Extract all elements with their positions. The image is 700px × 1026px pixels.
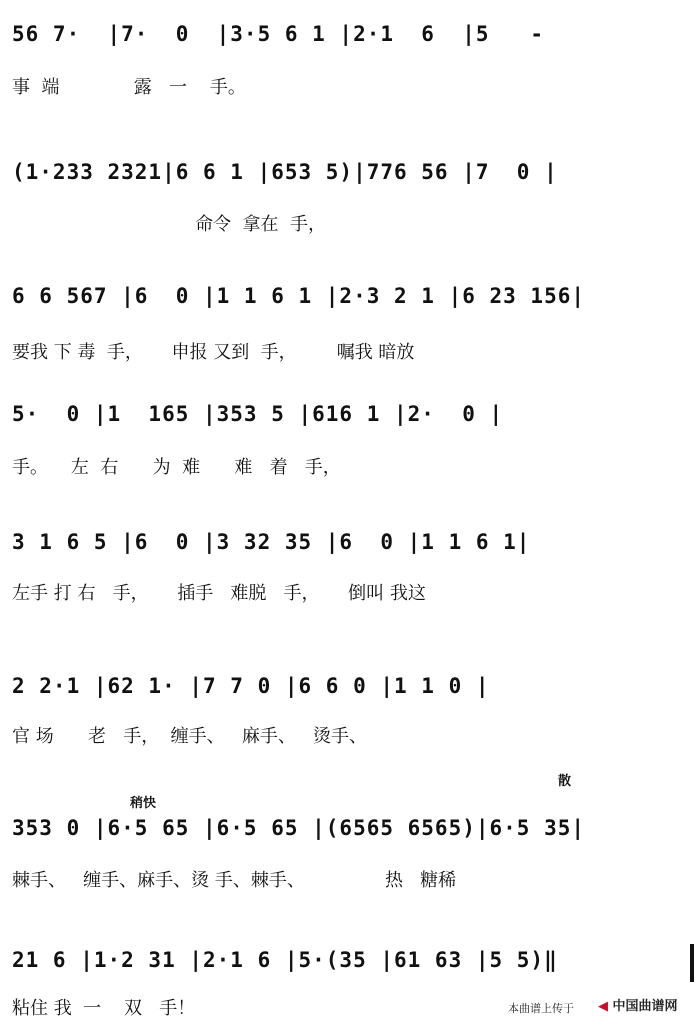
lyric-line-1: 事 端 露 一 手。 bbox=[12, 77, 246, 98]
logo-mark: ◀ bbox=[598, 999, 608, 1014]
lyric-line-2: 命令 拿在 手， bbox=[12, 214, 326, 235]
lyric-line-6: 官 场 老 手， 缠手、 麻手、 烫手、 bbox=[12, 726, 367, 747]
music-line-1: 56 7· |7· 0 |3·5 6 1 |2·1 6 |5 - bbox=[12, 22, 545, 46]
music-line-3: 6 6 567 |6 0 |1 1 6 1 |2·3 2 1 |6 23 156| bbox=[12, 284, 586, 308]
site-logo bbox=[598, 995, 678, 1014]
music-line-4: 5· 0 |1 165 |353 5 |616 1 |2· 0 | bbox=[12, 402, 504, 426]
tempo-mark-free: 散 bbox=[558, 774, 572, 789]
music-line-7: 353 0 |6·5 65 |6·5 65 |(6565 6565)|6·5 35| bbox=[12, 816, 586, 840]
lyric-line-7: 棘手、 缠手、麻手、烫 手、棘手、 热 糖稀 bbox=[12, 870, 457, 891]
lyric-line-5: 左手 打 右 手， 插手 难脱 手， 倒叫 我这 bbox=[12, 583, 426, 604]
music-line-8: 21 6 |1·2 31 |2·1 6 |5·(35 |61 63 |5 5)‖ bbox=[12, 948, 558, 972]
lyric-line-4: 手。 左 右 为 难 难 着 手， bbox=[12, 457, 341, 478]
lyric-line-3: 要我 下 毒 手， 申报 又到 手， 嘱我 暗放 bbox=[12, 342, 415, 363]
site-name: 中国曲谱网 bbox=[612, 999, 678, 1014]
music-line-5: 3 1 6 5 |6 0 |3 32 35 |6 0 |1 1 6 1| bbox=[12, 530, 531, 554]
lyric-line-8: 粘住 我 一 双 手！ bbox=[12, 998, 196, 1019]
upload-note: 本曲谱上传于 bbox=[508, 1002, 574, 1015]
tempo-mark-faster: 稍快 bbox=[130, 796, 157, 811]
final-barline bbox=[690, 944, 694, 982]
music-line-2: (1·233 2321|6 6 1 |653 5)|776 56 |7 0 | bbox=[12, 160, 558, 184]
music-line-6: 2 2·1 |62 1· |7 7 0 |6 6 0 |1 1 0 | bbox=[12, 674, 490, 698]
